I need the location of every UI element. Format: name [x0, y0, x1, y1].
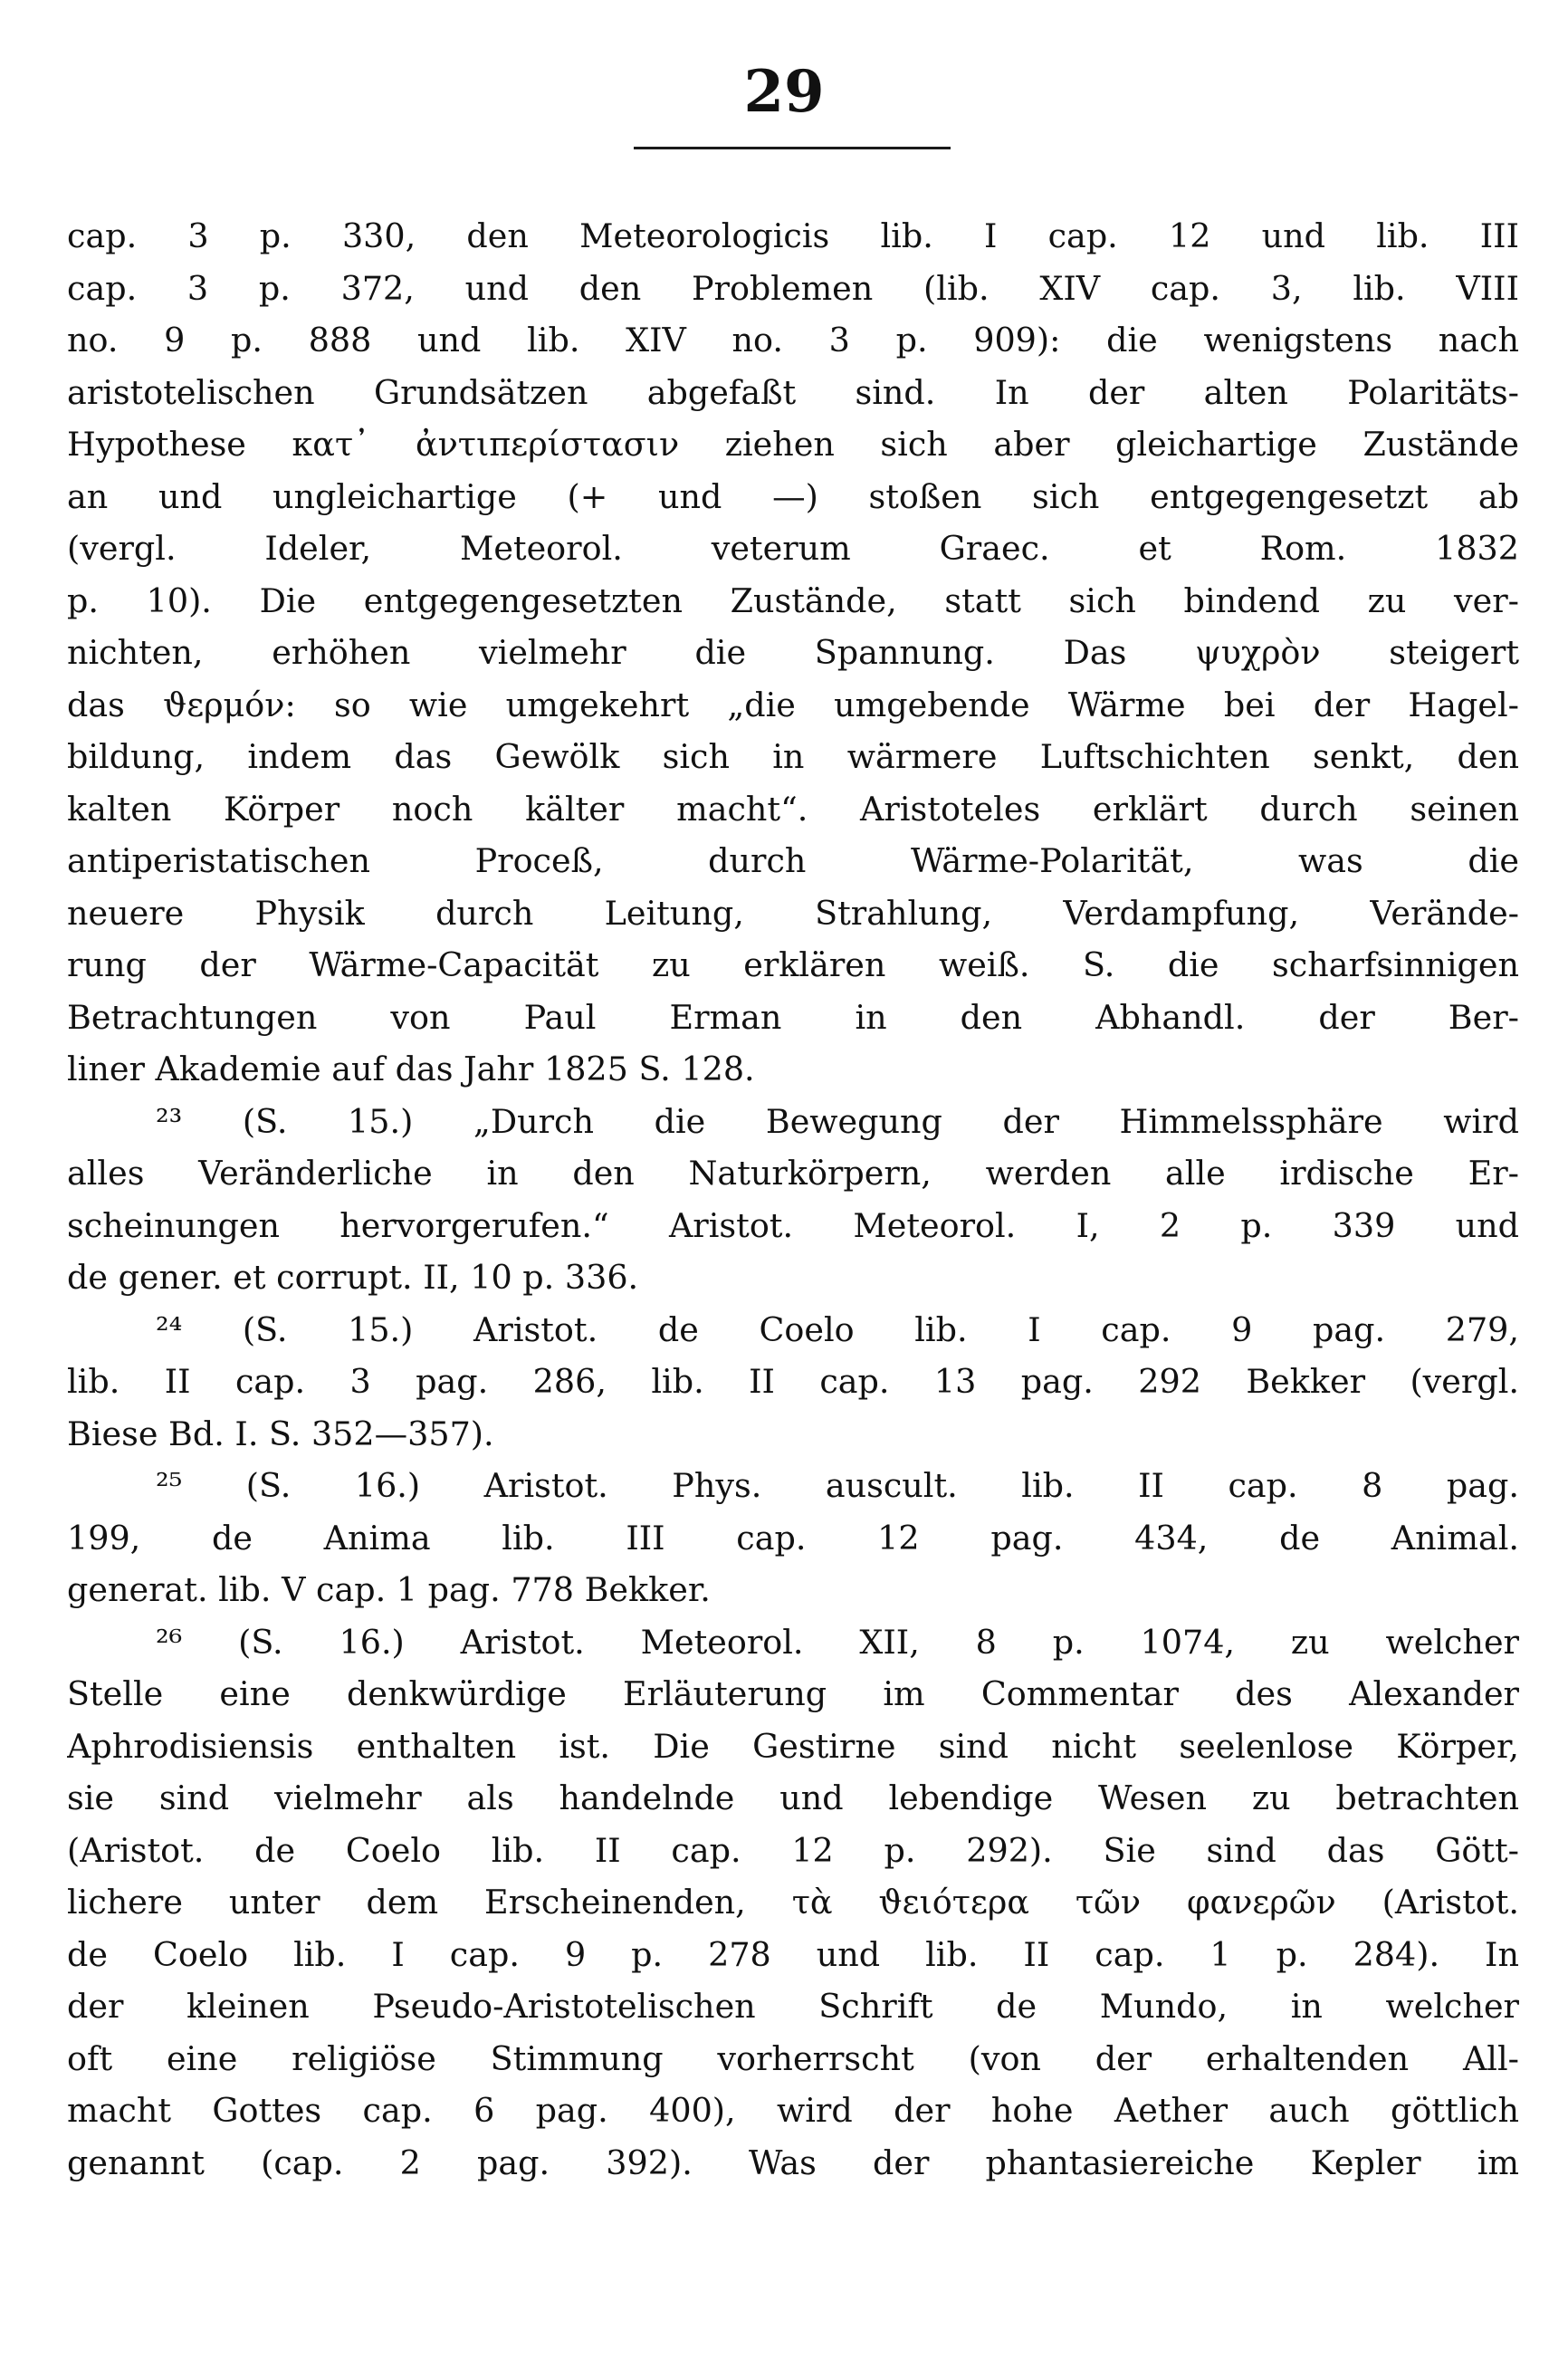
text-line: oft eine religiöse Stimmung vorherrscht (von der erhaltenden All-	[67, 2038, 1519, 2078]
page-number: 29	[743, 58, 825, 126]
text-line: cap. 3 p. 330, den Meteorologicis lib. I cap. 12 und lib. III	[67, 216, 1519, 255]
text-line: (Aristot. de Coelo lib. II cap. 12 p. 292). Sie sind das Gött-	[67, 1830, 1519, 1870]
text-line: p. 10). Die entgegengesetzten Zustände, statt sich bindend zu ver-	[67, 580, 1519, 620]
text-line: generat. lib. V cap. 1 pag. 778 Bekker.	[67, 1570, 711, 1609]
text-line: das ϑερμόν: so wie umgekehrt „die umgebende Wärme bei der Hagel-	[67, 685, 1519, 724]
text-line: antiperistatischen Proceß, durch Wärme-Polarität, was die	[67, 841, 1519, 880]
text-line: neuere Physik durch Leitung, Strahlung, Verdampfung, Verände-	[67, 893, 1519, 933]
text-line: ²⁴ (S. 15.) Aristot. de Coelo lib. I cap. 9 pag. 279,	[156, 1309, 1519, 1349]
text-line: Betrachtungen von Paul Erman in den Abhandl. der Ber-	[67, 997, 1519, 1037]
text-line: ²⁶ (S. 16.) Aristot. Meteorol. XII, 8 p. 1074, zu welcher	[156, 1622, 1519, 1662]
text-line: alles Veränderliche in den Naturkörpern, werden alle irdische Er-	[67, 1154, 1519, 1193]
text-line: rung der Wärme-Capacität zu erklären weiß. S. die scharfsinnigen	[67, 945, 1519, 984]
text-line: Stelle eine denkwürdige Erläuterung im Commentar des Alexander	[67, 1674, 1519, 1713]
text-line: lib. II cap. 3 pag. 286, lib. II cap. 13 pag. 292 Bekker (vergl.	[67, 1362, 1519, 1401]
text-line: bildung, indem das Gewölk sich in wärmere Luftschichten senkt, den	[67, 737, 1519, 776]
text-line: nichten, erhöhen vielmehr die Spannung. Das ψυχρὸν steigert	[67, 633, 1519, 672]
text-line: (vergl. Ideler, Meteorol. veterum Graec. et Rom. 1832	[67, 529, 1519, 568]
text-line: Hypothese κατ᾽ ἀντιπερίστασιν ziehen sich aber gleichartige Zustände	[67, 425, 1519, 464]
text-line: 199, de Anima lib. III cap. 12 pag. 434, de Animal.	[67, 1518, 1519, 1558]
text-line: no. 9 p. 888 und lib. XIV no. 3 p. 909): die wenigstens nach	[67, 321, 1519, 359]
text-line: macht Gottes cap. 6 pag. 400), wird der hohe Aether auch göttlich	[67, 2091, 1519, 2130]
text-line: der kleinen Pseudo-Aristotelischen Schrift de Mundo, in welcher	[67, 1987, 1519, 2026]
text-line: ²³ (S. 15.) „Durch die Bewegung der Himmelssphäre wird	[156, 1101, 1519, 1141]
header-rule	[634, 147, 951, 149]
text-line: de Coelo lib. I cap. 9 p. 278 und lib. II cap. 1 p. 284). In	[67, 1934, 1519, 1974]
body-text	[67, 210, 1519, 2189]
text-line: Aphrodisiensis enthalten ist. Die Gestirne sind nicht seelenlose Körper,	[67, 1726, 1519, 1766]
text-line: aristotelischen Grundsätzen abgefaßt sind. In der alten Polaritäts-	[67, 372, 1519, 412]
text-line: genannt (cap. 2 pag. 392). Was der phantasiereiche Kepler im	[67, 2142, 1519, 2182]
text-line: an und ungleichartige (+ und —) stoßen sich entgegengesetzt ab	[67, 476, 1519, 516]
text-line: lichere unter dem Erscheinenden, τὰ ϑειότερα τῶν φανερῶν (Aristot.	[67, 1883, 1519, 1922]
text-line: scheinungen hervorgerufen.“ Aristot. Meteorol. I, 2 p. 339 und	[67, 1205, 1519, 1245]
text-line: de gener. et corrupt. II, 10 p. 336.	[67, 1258, 639, 1297]
text-line: cap. 3 p. 372, und den Problemen (lib. XIV cap. 3, lib. VIII	[67, 268, 1519, 308]
text-line: Biese Bd. I. S. 352—357).	[67, 1414, 494, 1453]
text-line: ²⁵ (S. 16.) Aristot. Phys. auscult. lib. II cap. 8 pag.	[156, 1466, 1519, 1505]
text-line: liner Akademie auf das Jahr 1825 S. 128.	[67, 1050, 755, 1088]
text-line: sie sind vielmehr als handelnde und lebendige Wesen zu betrachten	[67, 1778, 1519, 1817]
text-line: kalten Körper noch kälter macht“. Aristoteles erklärt durch seinen	[67, 789, 1519, 829]
